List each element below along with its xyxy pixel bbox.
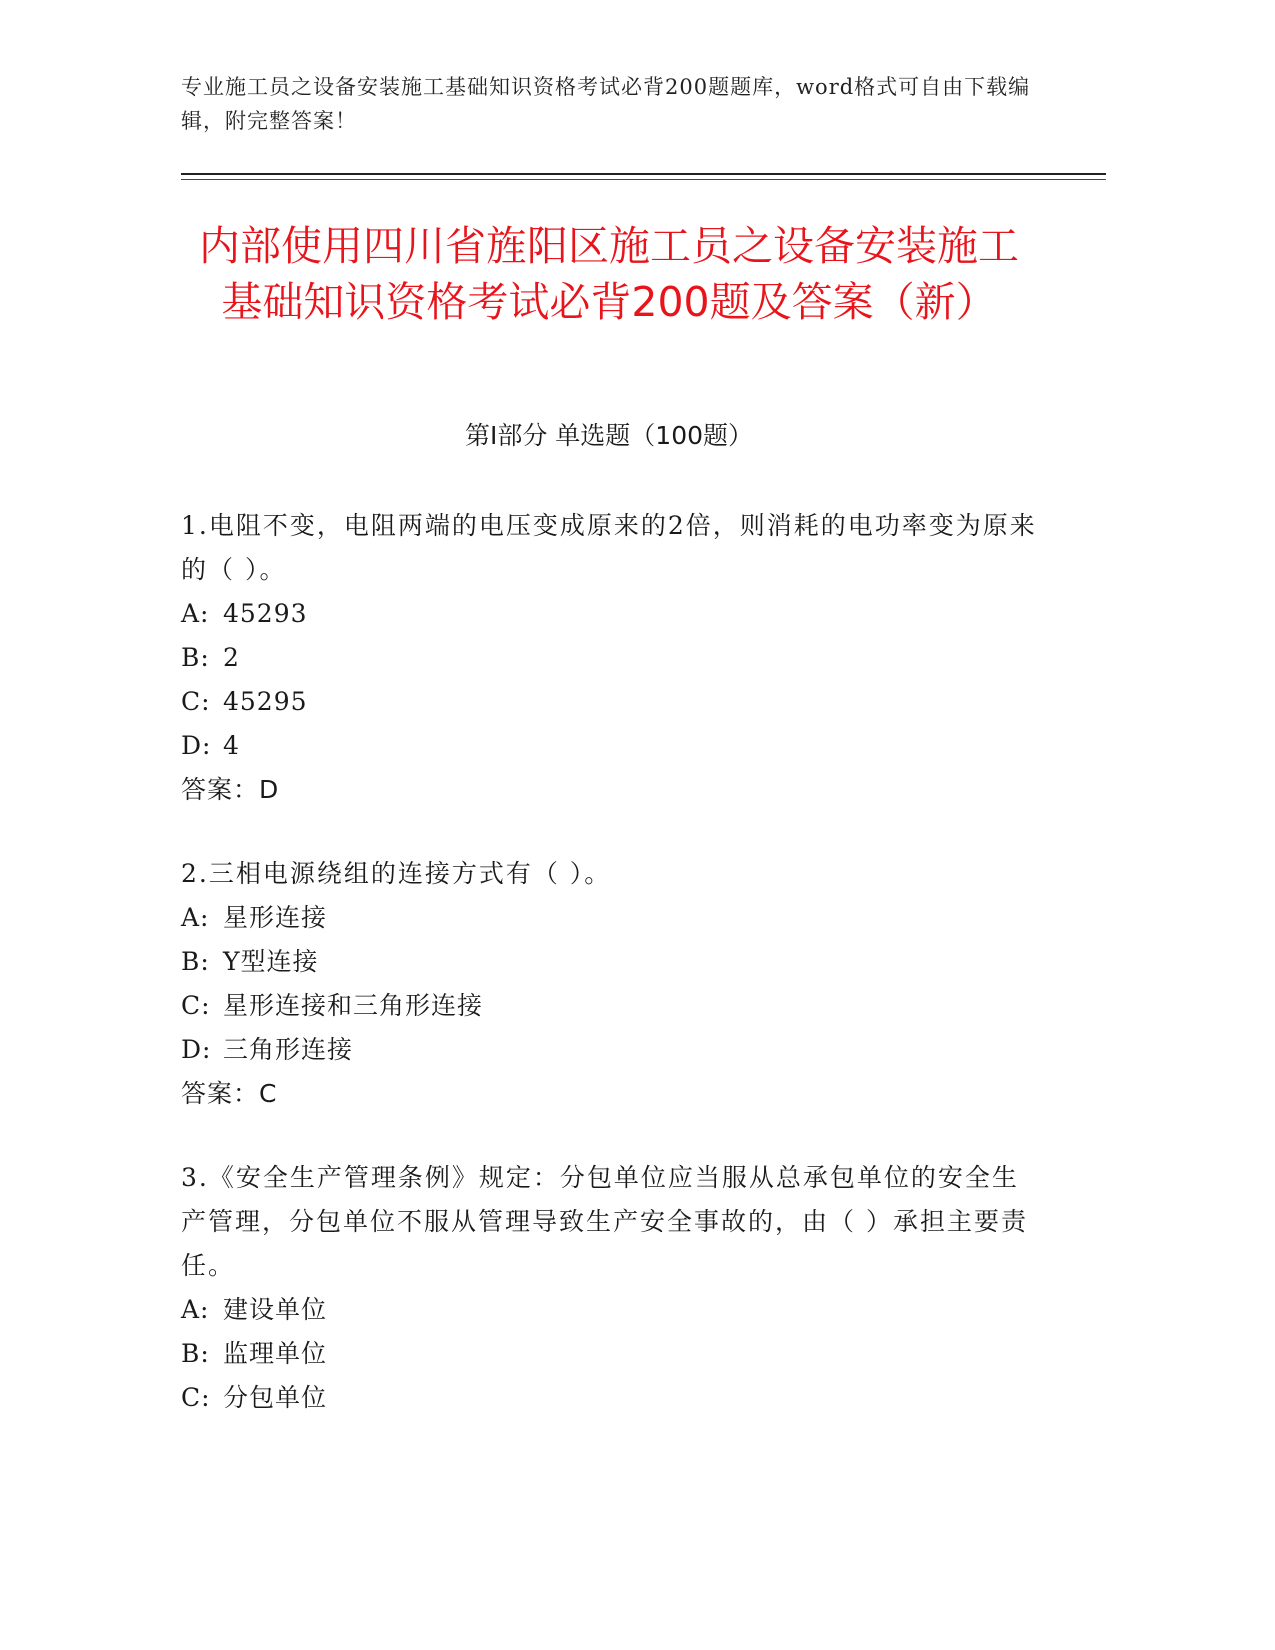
question-text: 2.三相电源绕组的连接方式有（ ）。 [181,859,612,888]
header-intro: 专业施工员之设备安装施工基础知识资格考试必背200题题库，word格式可自由下载编辑，附完整答案！ [181,75,1031,133]
option-text: 45295 [223,687,308,716]
option-text: 45293 [223,599,308,628]
option-text: 星形连接 [223,903,328,932]
question-3 [181,1156,1041,1420]
option-label: B: [181,947,210,976]
option-label: B: [181,643,210,672]
option-label: C: [181,1383,211,1412]
option-text: 星形连接和三角形连接 [223,991,484,1020]
question-1 [181,504,1041,812]
option-label: D: [181,1035,212,1064]
option-label: D: [181,731,212,760]
section-heading: 第I部分 单选题（100题） [464,421,754,450]
answer: 答案：D [181,775,280,804]
option-text: 4 [223,731,240,760]
option-label: A: [181,599,210,628]
option-b [181,940,1041,984]
question-2 [181,852,1041,1116]
option-a [181,1288,1041,1332]
option-text: 分包单位 [223,1383,328,1412]
header-divider-thick [181,173,1106,175]
option-text: 三角形连接 [223,1035,354,1064]
option-a [181,896,1041,940]
option-label: A: [181,1295,210,1324]
option-text: 2 [223,643,240,672]
option-c [181,1376,1041,1420]
header-divider-thin [181,179,1106,180]
option-c [181,680,1041,724]
question-text: 1.电阻不变，电阻两端的电压变成原来的2倍，则消耗的电功率变为原来的（ ）。 [181,511,1037,584]
option-label: B: [181,1339,210,1368]
option-b [181,1332,1041,1376]
option-text: Y型连接 [223,947,319,976]
option-b [181,636,1041,680]
document-title: 内部使用四川省旌阳区施工员之设备安装施工基础知识资格考试必背200题及答案（新） [199,222,1019,326]
answer: 答案：C [181,1079,278,1108]
option-c [181,984,1041,1028]
option-label: C: [181,687,211,716]
option-label: C: [181,991,211,1020]
option-label: A: [181,903,210,932]
option-d [181,724,1041,768]
option-d [181,1028,1041,1072]
question-text: 3.《安全生产管理条例》规定：分包单位应当服从总承包单位的安全生产管理，分包单位不服从管理导致生产安全事故的，由（ ）承担主要责任。 [181,1163,1028,1280]
option-a [181,592,1041,636]
option-text: 建设单位 [223,1295,328,1324]
option-text: 监理单位 [223,1339,328,1368]
